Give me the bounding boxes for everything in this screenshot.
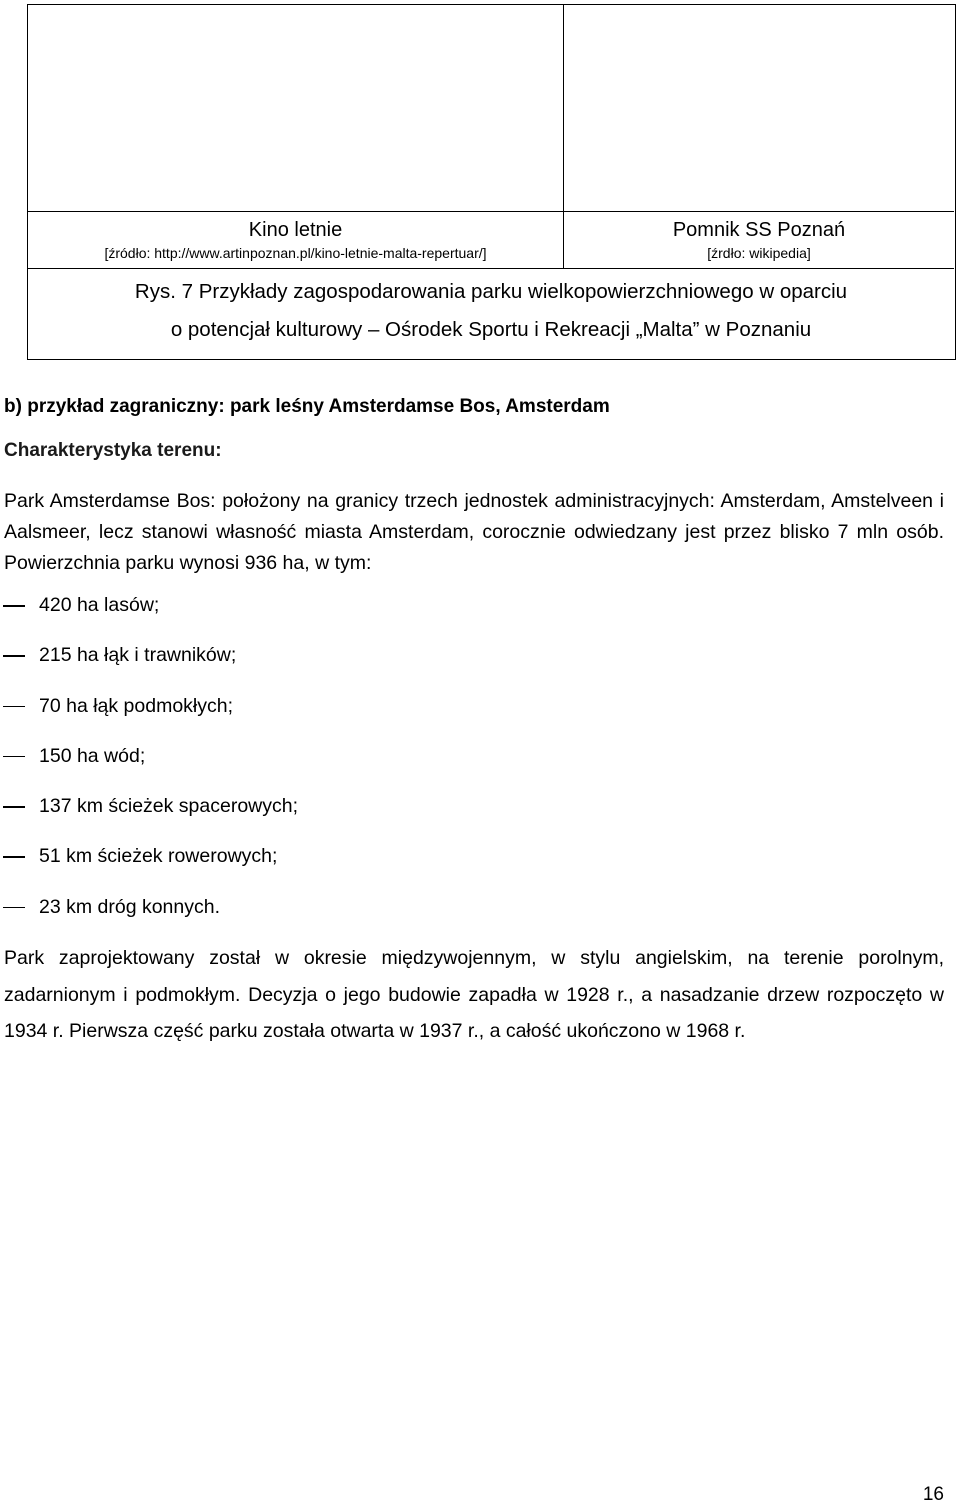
left-caption-source: [źródło: http://www.artinpoznan.pl/kino-letnie-malta-repertuar/] bbox=[104, 245, 487, 261]
list-item: 23 km dróg konnych. bbox=[0, 890, 298, 940]
list-item: 137 km ścieżek spacerowych; bbox=[0, 789, 298, 839]
dash-bullet-icon bbox=[3, 806, 25, 808]
list-item: 70 ha łąk podmokłych; bbox=[0, 689, 298, 739]
dash-bullet-icon bbox=[3, 655, 25, 657]
figure-caption bbox=[28, 273, 954, 349]
right-caption-source: [źrdło: wikipedia] bbox=[707, 245, 811, 261]
closing-paragraph: Park zaprojektowany został w okresie międzywojennym, w stylu angielskim, na terenie porolnym, zadarnionym i podmokłym. Decyzja o jego budowie zapadła w 1928 r., a nasadzanie drzew rozpoczęto w 1934 r. Pierwsza część parku została otwarta w 1937 r., a całość ukończono w 1968 r. bbox=[4, 947, 944, 1042]
section-subheading: Charakterystyka terenu: bbox=[4, 440, 222, 461]
figure-caption-line-2: o potencjał kulturowy – Ośrodek Sportu i Rekreacji „Malta” w Poznaniu bbox=[170, 318, 812, 341]
dash-bullet-icon bbox=[3, 706, 25, 708]
dash-bullet-icon bbox=[3, 907, 25, 909]
left-image-caption bbox=[28, 212, 564, 268]
caption-row bbox=[28, 211, 954, 269]
area-list bbox=[0, 588, 298, 940]
list-item: 150 ha wód; bbox=[0, 739, 298, 789]
intro-paragraph: Park Amsterdamse Bos: położony na granicy trzech jednostek administracyjnych: Amsterdam, Amstelveen i Aalsmeer, lecz stanowi własność miasta Amsterdam, corocznie odwiedzany jest przez blisko 7 mln osób. Powierzchnia parku wynosi 936 ha, w tym: bbox=[4, 490, 944, 574]
figure-caption-line-1: Rys. 7 Przykłady zagospodarowania parku wielkopowierzchniowego w oparciu bbox=[134, 280, 848, 303]
right-image-caption bbox=[564, 212, 954, 268]
right-caption-title: Pomnik SS Poznań bbox=[672, 219, 846, 241]
figure-table bbox=[27, 4, 956, 360]
dash-bullet-icon bbox=[3, 856, 25, 858]
section-heading: b) przykład zagraniczny: park leśny Amsterdamse Bos, Amsterdam bbox=[4, 396, 610, 417]
list-item: 420 ha lasów; bbox=[0, 588, 298, 638]
left-caption-title: Kino letnie bbox=[248, 219, 343, 241]
image-placeholder-pomnik bbox=[564, 5, 954, 211]
image-placeholder-kino-letnie bbox=[28, 5, 564, 211]
dash-bullet-icon bbox=[3, 756, 25, 758]
list-item: 51 km ścieżek rowerowych; bbox=[0, 839, 298, 889]
dash-bullet-icon bbox=[3, 605, 25, 607]
page-number: 16 bbox=[922, 1484, 944, 1505]
list-item: 215 ha łąk i trawników; bbox=[0, 638, 298, 688]
